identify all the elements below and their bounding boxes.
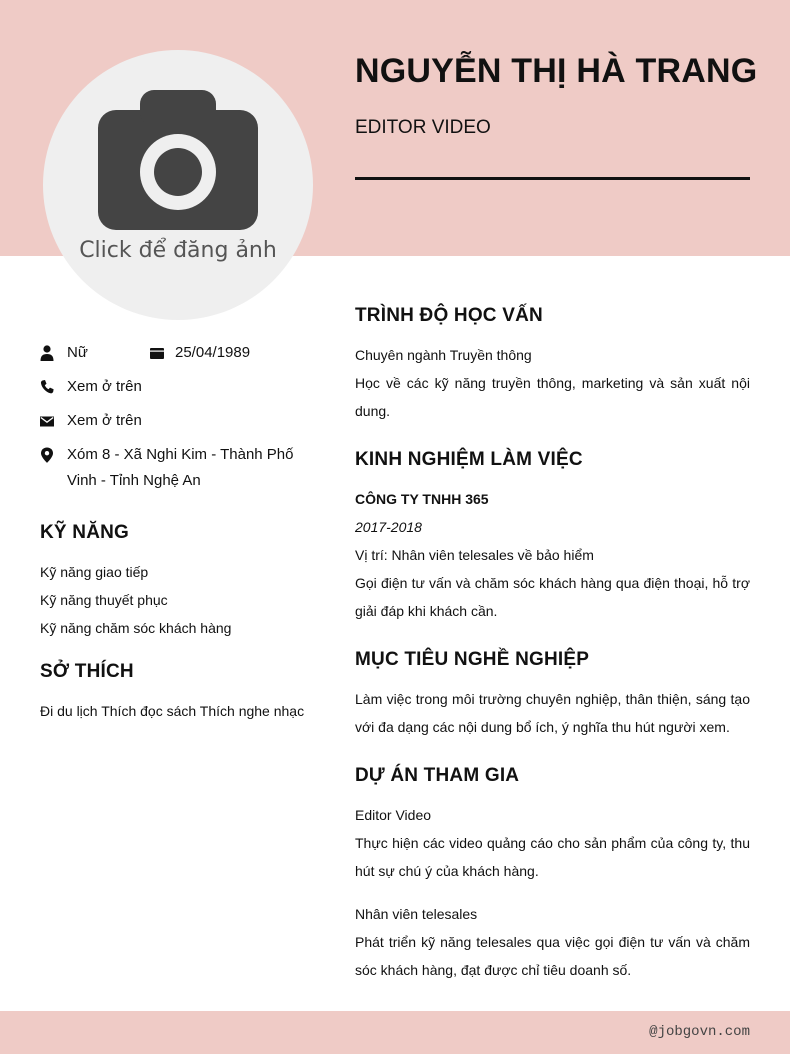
email-value: Xem ở trên xyxy=(67,412,142,429)
work-period: 2017-2018 xyxy=(355,519,422,535)
hobbies-heading: SỞ THÍCH xyxy=(40,661,134,682)
skill-item: Kỹ năng chăm sóc khách hàng xyxy=(40,620,232,636)
experience-description: Gọi điện tư vấn và chăm sóc khách hàng qua điện thoại, hỗ trợ giải đáp khi khách cần. xyxy=(355,575,750,619)
birthday-value: 25/04/1989 xyxy=(175,344,251,361)
education-major: Chuyên ngành Truyền thông xyxy=(355,347,532,363)
address-line-1: Xóm 8 - Xã Nghi Kim - Thành Phố xyxy=(67,446,294,463)
experience-heading: KINH NGHIỆM LÀM VIỆC xyxy=(355,449,583,470)
calendar-icon xyxy=(150,345,164,361)
birthday-row xyxy=(150,340,290,366)
job-title: EDITOR VIDEO xyxy=(355,117,491,138)
email-row xyxy=(40,408,300,434)
gender-value: Nữ xyxy=(67,344,88,361)
education-heading: TRÌNH ĐỘ HỌC VẤN xyxy=(355,305,543,326)
phone-row xyxy=(40,374,300,400)
camera-icon xyxy=(98,90,258,230)
work-position: Vị trí: Nhân viên telesales về bảo hiểm xyxy=(355,547,594,563)
person-icon xyxy=(40,345,54,361)
title-divider xyxy=(355,177,750,180)
objective-text: Làm việc trong môi trường chuyên nghiệp, thân thiện, sáng tạo với đa dạng các nội dung bổ ích, ý nghĩa thu hút người xem. xyxy=(355,691,750,735)
skill-item: Kỹ năng thuyết phục xyxy=(40,592,168,608)
education-description: Học về các kỹ năng truyền thông, marketing và sản xuất nội dung. xyxy=(355,375,750,419)
phone-value: Xem ở trên xyxy=(67,378,142,395)
upload-photo-button[interactable] xyxy=(43,50,313,320)
skill-item: Kỹ năng giao tiếp xyxy=(40,564,149,580)
candidate-name: NGUYỄN THỊ HÀ TRANG xyxy=(355,52,758,90)
location-pin-icon xyxy=(40,447,54,463)
footer-watermark: @jobgovn.com xyxy=(649,1024,750,1040)
hobbies-text: Đi du lịch Thích đọc sách Thích nghe nhạc xyxy=(40,703,305,719)
envelope-icon xyxy=(40,413,54,429)
phone-icon xyxy=(40,379,54,395)
skills-heading: KỸ NĂNG xyxy=(40,522,130,543)
address-row xyxy=(40,442,320,494)
address-line-2: Vinh - Tỉnh Nghệ An xyxy=(67,472,201,489)
projects-heading: DỰ ÁN THAM GIA xyxy=(355,765,520,786)
project-description: Phát triển kỹ năng telesales qua việc gọi điện tư vấn và chăm sóc khách hàng, đạt được chỉ tiêu doanh số. xyxy=(355,934,750,978)
objective-heading: MỤC TIÊU NGHỀ NGHIỆP xyxy=(355,649,590,670)
project-description: Thực hiện các video quảng cáo cho sản phẩm của công ty, thu hút sự chú ý của khách hàng. xyxy=(355,835,750,879)
project-name: Editor Video xyxy=(355,807,432,823)
gender-row xyxy=(40,340,145,366)
photo-upload-label: Click để đăng ảnh xyxy=(79,238,277,263)
company-name: CÔNG TY TNHH 365 xyxy=(355,491,489,507)
project-name: Nhân viên telesales xyxy=(355,906,478,922)
